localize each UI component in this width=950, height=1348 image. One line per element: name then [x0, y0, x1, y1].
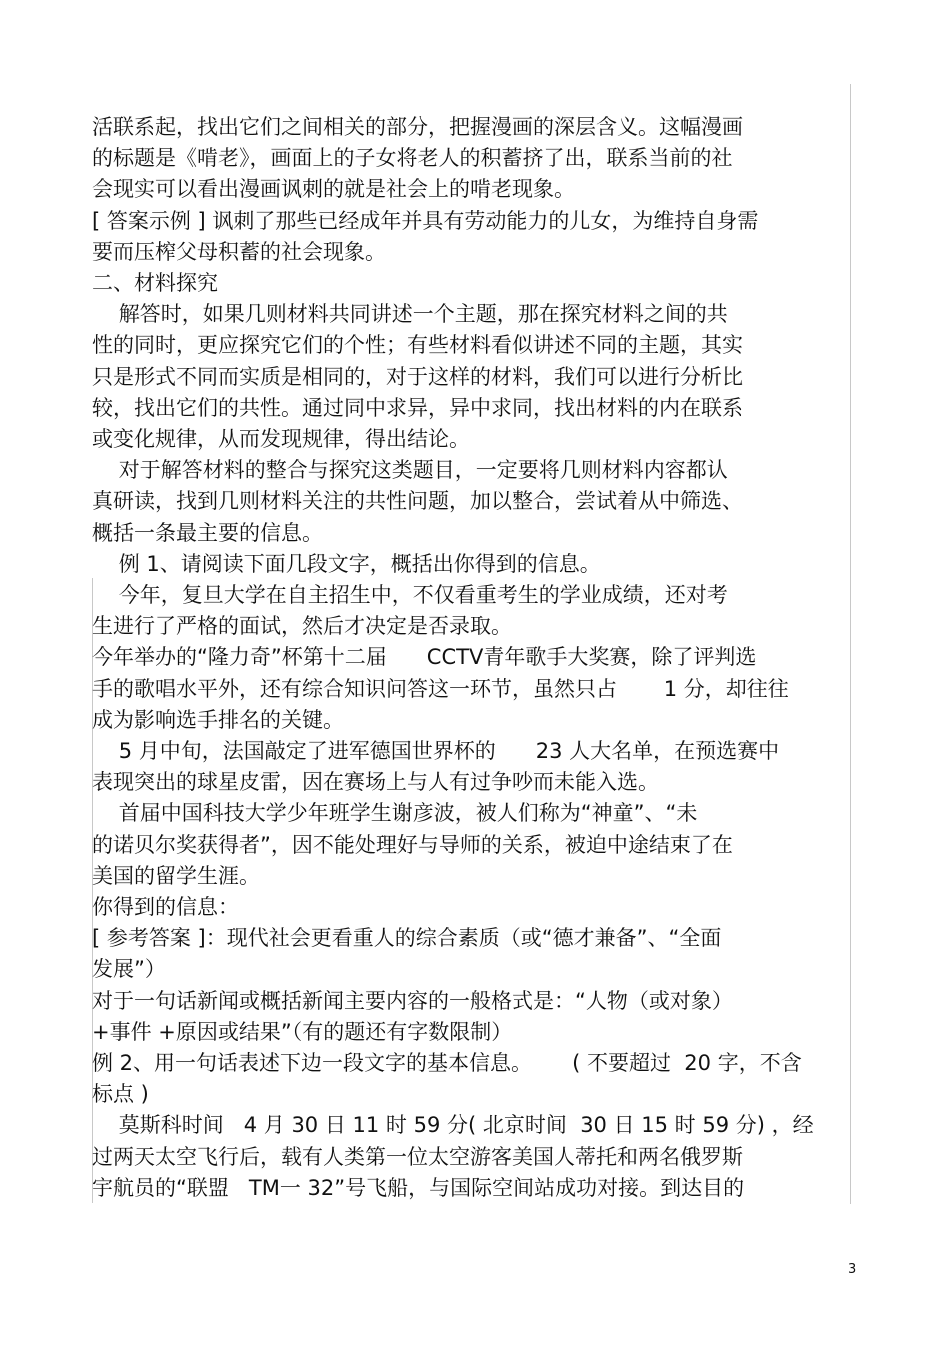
text-line: 的标题是《啃老》，画面上的子女将老人的积蓄挤了出，联系当前的社 — [92, 146, 733, 171]
text-line: +事件 +原因或结果”（有的题还有字数限制） — [92, 1019, 513, 1044]
text-line: 今年，复旦大学在自主招生中，不仅看重考生的学业成绩，还对考 — [92, 583, 728, 607]
text-line: [ 参考答案 ]：现代社会更看重人的综合素质（或“德才兼备”、“全面 — [92, 926, 722, 951]
text-line: 性的同时，更应探究它们的个性；有些材料看似讲述不同的主题，其实 — [92, 333, 743, 358]
text-line: 的诺贝尔奖获得者”，因不能处理好与导师的关系，被迫中途结束了在 — [92, 832, 733, 857]
text-line: 你得到的信息： — [92, 895, 239, 919]
text-line: 对于一句话新闻或概括新闻主要内容的一般格式是：“人物（或对象） — [92, 988, 733, 1013]
text-line: 解答时，如果几则材料共同讲述一个主题，那在探究材料之间的共 — [92, 302, 728, 327]
text-line: 二、材料探究 — [92, 271, 218, 295]
text-line: 生进行了严格的面试，然后才决定是否录取。 — [92, 614, 512, 639]
text-line: 标点 ) — [92, 1082, 149, 1107]
text-line: 成为影响选手排名的关键。 — [92, 707, 344, 732]
text-line: 今年举办的“隆力奇”杯第十二届 CCTV青年歌手大奖赛，除了评判选 — [92, 645, 757, 670]
text-line: 会现实可以看出漫画讽刺的就是社会上的啃老现象。 — [92, 177, 575, 202]
text-line: 真研读，找到几则材料关注的共性问题，加以整合，尝试着从中筛选、 — [92, 489, 743, 514]
text-line: 首届中国科技大学少年班学生谢彦波，被人们称为“神童”、“未 — [92, 801, 698, 826]
text-line: 活联系起，找出它们之间相关的部分，把握漫画的深层含义。这幅漫画 — [92, 115, 743, 139]
text-line: 发展”） — [92, 957, 166, 982]
page-number: 3 — [848, 1262, 857, 1277]
text-line: 对于解答材料的整合与探究这类题目，一定要将几则材料内容都认 — [92, 458, 728, 483]
text-line: 例 1、请阅读下面几段文字，概括出你得到的信息。 — [92, 551, 601, 576]
text-line: 只是形式不同而实质是相同的，对于这样的材料，我们可以进行分析比 — [92, 364, 743, 389]
text-line: 手的歌唱水平外，还有综合知识问答这一环节，虽然只占 1 分，却往往 — [92, 676, 789, 701]
text-line: 莫斯科时间 4 月 30 日 11 时 59 分( 北京时间 30 日 15 时 59 分) ，经 — [92, 1113, 814, 1138]
text-line: 宇航员的“联盟 TM一 32”号飞船，与国际空间站成功对接。到达目的 — [92, 1175, 745, 1200]
text-line: 或变化规律，从而发现规律，得出结论。 — [92, 427, 470, 451]
text-line: 5 月中旬，法国敲定了进军德国世界杯的 23 人大名单，在预选赛中 — [92, 739, 780, 763]
text-line: 美国的留学生涯。 — [92, 863, 260, 888]
text-line: 要而压榨父母积蓄的社会现象。 — [92, 239, 386, 264]
text-line: 表现突出的球星皮雷，因在赛场上与人有过争吵而未能入选。 — [92, 770, 659, 795]
text-line: 过两天太空飞行后，载有人类第一位太空游客美国人蒂托和两名俄罗斯 — [92, 1144, 743, 1169]
text-line: 较，找出它们的共性。通过同中求异，异中求同，找出材料的内在联系 — [92, 395, 743, 420]
right-margin-rule — [850, 84, 851, 1204]
text-line: [ 答案示例 ] 讽刺了那些已经成年并具有劳动能力的儿女，为维持自身需 — [92, 208, 759, 233]
text-line: 例 2、用一句话表述下边一段文字的基本信息。 ( 不要超过 20 字，不含 — [92, 1051, 802, 1075]
text-line: 概括一条最主要的信息。 — [92, 520, 323, 545]
